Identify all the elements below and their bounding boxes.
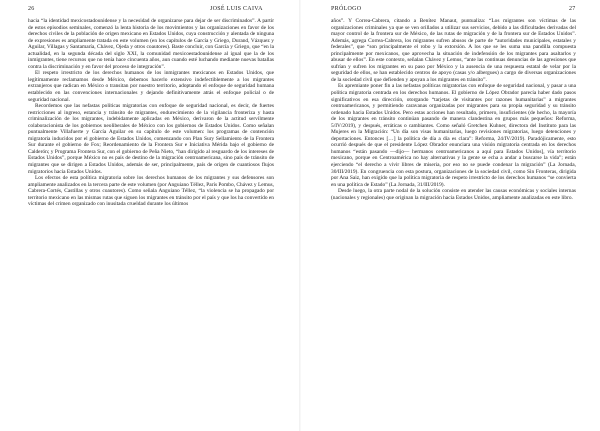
right-body-text [331,18,576,201]
right-running-title: PRÓLOGO [331,6,362,12]
left-paragraph-1: hacia “la identidad mexicostadounidense y la necesidad de organizarse para dejar de ser discriminados”. A partir de estos episodios seminales, comenzó la lenta historia de los movimientos y las organizaciones en favor de los derechos civiles de la población de origen mexicano en Estados Unidos, cuya construcción y alentada de ninguna de expresiones es ampliamente tratada en este volumen (en los capítulos de García y Griego, Durand, Vázquez y Aguilar, Villagas y Santamaría, Chávez, Ojeda y otros coautores). Baste concluir, con García y Griego, que “en la actualidad, en la segunda década del siglo XXI, la comunidad mexicoestadounidense al igual que la de los inmigrantes, tiene recursos que no tenía hace cincuenta años, aun cuando esté luchando mediante nuevas batallas contra la discriminación y en favor del proceso de integración”. [28,18,274,70]
right-paragraph-1: años”. Y Correa-Cabrera, citando a Benítez Manaut, puntualiza: “Los migrantes son víctimas de las organizaciones criminales ya que se ven orillados a utilizar sus servicios, debido a las dificultades derivadas del mayor control de la frontera sur de México, de las rutas de migración y de la frontera sur de Estados Unidos”. Además, agrega Correa-Cabrera, los migrantes sufren abusos de parte de “autoridades municipales, estatales y federales”, que “son principalmente el robo y la extorsión. A los que se les suma una pandilla compuesta principalmente por mexicanos, que aprovecha la situación de indefensión de los migrantes para asaltarlos y abusar de ellos”. En este contexto, señalan Chávez y Lemus, “ante las continuas denuncias de las agresiones que sufrían y sufren los migrantes en su paso por México y la ausencia de una respuesta estatal de velar por la seguridad de ellos, se han establecido centros de apoyo (casas y/o albergues) a cargo de diversas organizaciones de la sociedad civil que defienden y apoyan a los migrantes en tránsito”. [331,18,576,83]
left-paragraph-2: El respeto irrestricto de los derechos humanos de los inmigrantes mexicanos en Estados Unidos, que legítimamente reclamamos desde México, debemos hacerlo extensivo indefectiblemente a los migrantes extranjeros que radican en México o transitan por nuestro territorio, adoptando el enfoque de seguridad humana establecido en las convenciones internacionales y dejando definitivamente atrás el enfoque policial o de seguridad nacional. [28,70,274,103]
left-body-text [28,18,274,208]
right-paragraph-2: Es apremiante poner fin a las nefastas políticas migratorias con enfoque de seguridad nacional, y pasar a una política migratoria centrada en los derechos humanos. El gobierno de López Obrador parecía haber dado pasos significativos en esa dirección, otorgando “tarjetas de visitantes por razones humanitarias” a migrantes centroamericanos, y permitiendo caravanas organizadas por migrantes para su propia seguridad y su tránsito ordenado hacia Estados Unidos. Pero estas acciones han resultado, primero, insuficientes (de hecho, la mayoría de los migrantes en tránsito continúan pasando de manera clandestina en grupos más pequeños: Reforma, 5/IV/2019), y después, erráticas o cambiantes. Como señaló Gretchen Kuhner, directora del Instituto para las Mujeres en la Migración: “Un día son visas humanitarias, luego revisiones migratorias, luego detenciones y deportaciones. Entonces […] la política de día a día es clara”: Reforma, 24/IV/2019). Paradójicamente, esto ocurrió después de que el presidente López Obrador enunciara una visión migratoria centrada en los derechos humanos “están pasando —dijo— hermanos centroamericanos a aquí para Estados Unidos], vía territorio mexicano, porque en Centroamérica no hay alternativas y la gente se echa a andar a buscarse la vida”; están ejerciendo “el derecho a vivir libres de miseria, por eso no se puede condenar la migración” (La Jornada, 30/III/2019). En congruencia con esta postura, organizaciones de la sociedad civil, como Sin Fronteras, dirigida por Ana Saiz, han exigido que la política migratoria de respeto irrestricto de los derechos humanos “se convierta en una política de Estado” (La Jornada, 31/III/2019). [331,83,576,188]
left-running-title: JOSÉ LUIS CAIVA [210,6,263,12]
left-paragraph-3: Recordemos que las nefastas políticas migratorias con enfoque de seguridad nacional, es decir, de fuertes restricciones al ingreso, estancia y tránsito de migrantes, endurecimiento de la vigilancia fronteriza y hasta criminalización de los migrantes, indebidamente aplicadas en México, derivaron de la actitud servilmente colaboracionista de los gobiernos neoliberales de México con los gobiernos de Estados Unidos. Como señalan puntualmente Villafuerte y García Aguilar en su capítulo de este volumen: los programas de contención migratoria inducidos por el gobierno de Estados Unidos, comenzando con Plan Sury Sellamiento de la Frontera Sur durante el gobierno de Fox; Reordenamiento de la Frontera Sur e Iniciativa Mérida bajo el gobierno de Calderón; y Programa Frontera Sur, con el gobierno de Peña Nieto, “han dirigido al resguardo de los intereses de Estados Unidos”, porque México no es país de destino de la migración centroamericana, sino país de tránsito de migrantes que se dirigen a Estados Unidos, además de ser, principalmente, país de origen de cuantiosos flujos migratorios hacia Estados Unidos. [28,103,274,175]
left-paragraph-4: Los efectos de esta política migratoria sobre los derechos humanos de los migrantes y sus defensores son ampliamente analizados en la tercera parte de este volumen (por Anguiano Téllez, París Pombo, Chávez y Lemus, Cabrera-Cortés, Castillas y otros coautores). Como señala Anguiano Téllez, “la violencia se ha propagado por territorio mexicano en las mismas rutas que siguen los migrantes en tránsito por el país y que los ha convertido en víctimas del crimen organizado con inusitada crueldad durante los últimos [28,175,274,208]
right-page-number: 27 [569,6,576,12]
right-page [300,0,600,431]
right-paragraph-3: Desde luego, la otra parte nodal de la solución consiste en atender las causas económicas y sociales internas (nacionales y regionales) que originan la migración hacia Estados Unidos, ampliamente analizadas en este libro. [331,188,576,201]
left-page-number: 26 [28,6,35,12]
